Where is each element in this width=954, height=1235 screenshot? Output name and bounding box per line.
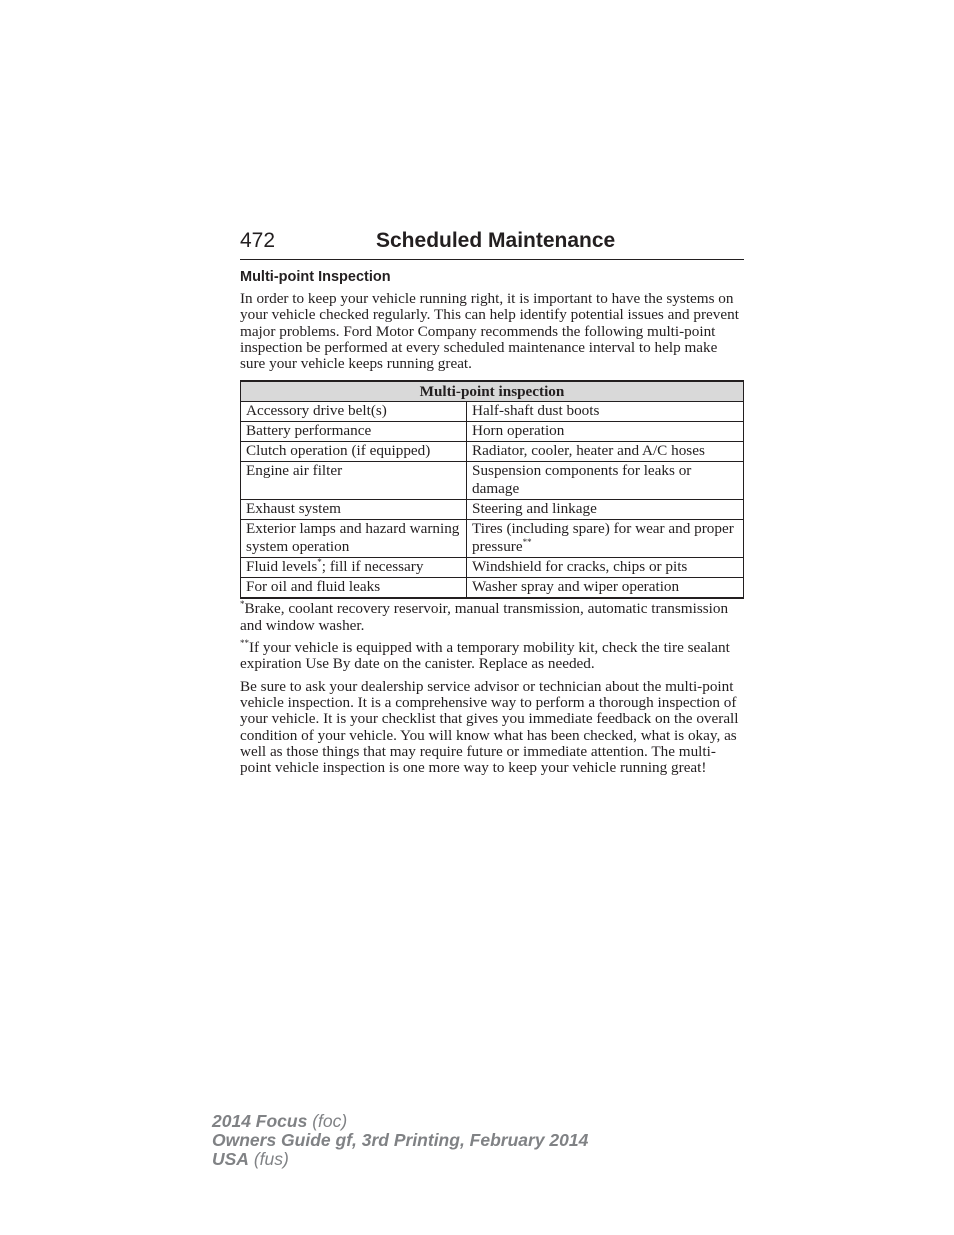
footer-guide: Owners Guide gf, 3rd Printing, February 2014 xyxy=(212,1130,589,1150)
table-row xyxy=(241,442,744,462)
table-cell: Radiator, cooler, heater and A/C hoses xyxy=(467,442,744,462)
page-number: 472 xyxy=(240,229,276,252)
footer-model-line xyxy=(212,1112,588,1131)
footnote-marker: * xyxy=(240,599,245,610)
section-heading: Multi-point Inspection xyxy=(240,269,391,285)
table-row xyxy=(241,578,744,599)
table-cell: Exterior lamps and hazard warning system operation xyxy=(241,520,467,558)
footnote-text: If your vehicle is equipped with a temporary mobility kit, check the tire sealant expiration Use By date on the canister. Replace as needed. xyxy=(240,639,730,673)
table-row xyxy=(241,402,744,422)
table-cell: Half-shaft dust boots xyxy=(467,402,744,422)
table-cell: Washer spray and wiper operation xyxy=(467,578,744,599)
footnote-marker: ** xyxy=(240,638,249,649)
table-cell: For oil and fluid leaks xyxy=(241,578,467,599)
table-cell: Steering and linkage xyxy=(467,500,744,520)
table-cell: Battery performance xyxy=(241,422,467,442)
table-header-row xyxy=(241,381,744,402)
footnote-marker: ** xyxy=(522,537,532,548)
footnote xyxy=(240,640,744,673)
footer-region-code: (fus) xyxy=(253,1149,289,1169)
intro-paragraph: In order to keep your vehicle running right, it is important to have the systems on your vehicle checked regularly. This can help identify potential issues and prevent major problems. Ford Motor Company recommends the following multi-point inspection be performed at every scheduled maintenance interval to help make sure your vehicle keeps running great. xyxy=(240,290,739,373)
footnote-marker: * xyxy=(317,557,322,568)
table-cell: Clutch operation (if equipped) xyxy=(241,442,467,462)
cell-text: Fluid levels xyxy=(246,558,318,576)
page-header xyxy=(240,227,744,260)
table-row xyxy=(241,422,744,442)
inspection-table xyxy=(240,380,744,599)
cell-text: Tires (including spare) for wear and proper pressure xyxy=(472,520,734,556)
page-footer xyxy=(212,1112,588,1169)
table-row xyxy=(241,558,744,578)
footnote-text: Brake, coolant recovery reservoir, manual transmission, automatic transmission and window washer. xyxy=(240,600,729,634)
table-title: Multi-point inspection xyxy=(241,381,744,402)
footer-model-code: (foc) xyxy=(312,1111,348,1131)
footnote xyxy=(240,601,744,634)
table-row xyxy=(241,500,744,520)
footer-model: 2014 Focus xyxy=(212,1111,308,1131)
table-cell: Accessory drive belt(s) xyxy=(241,402,467,422)
table-cell: Windshield for cracks, chips or pits xyxy=(467,558,744,578)
table-row xyxy=(241,520,744,558)
table-cell xyxy=(467,520,744,558)
footer-guide-line xyxy=(212,1131,588,1150)
table-cell: Exhaust system xyxy=(241,500,467,520)
table-cell: Horn operation xyxy=(467,422,744,442)
table-row xyxy=(241,462,744,500)
footer-region-line xyxy=(212,1150,588,1169)
table-cell: Suspension components for leaks or damage xyxy=(467,462,744,500)
cell-text-suffix: ; fill if necessary xyxy=(321,558,424,576)
table-cell: Engine air filter xyxy=(241,462,467,500)
page-content xyxy=(240,268,744,783)
footer-region: USA xyxy=(212,1149,249,1169)
chapter-title: Scheduled Maintenance xyxy=(376,229,616,252)
closing-paragraph: Be sure to ask your dealership service advisor or technician about the multi-point vehicle inspection. It is a comprehensive way to perform a thorough inspection of your vehicle. It is your checklist that gives you immediate feedback on the overall condition of your vehicle. You will know what has been checked, what is okay, as well as those things that may require future or immediate attention. The multi-point vehicle inspection is one more way to keep your vehicle running great! xyxy=(240,677,739,777)
table-cell xyxy=(241,558,467,578)
